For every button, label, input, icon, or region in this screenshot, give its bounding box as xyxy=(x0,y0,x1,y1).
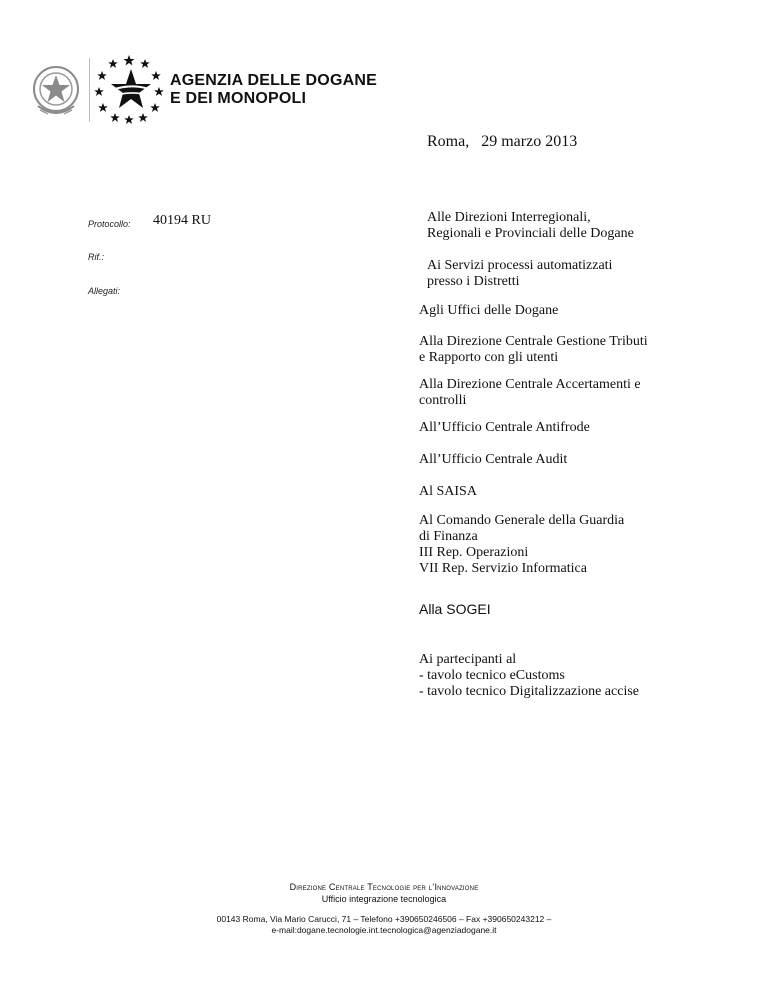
addressee: Al Comando Generale della Guardia di Finanza III Rep. Operazioni VII Rep. Servizio Informatica xyxy=(419,513,625,576)
footer-email: e-mail:dogane.tecnologie.int.tecnologica@agenziadogane.it xyxy=(271,925,497,935)
header-divider xyxy=(89,58,90,122)
addressee: All’Ufficio Centrale Antifrode xyxy=(419,420,590,435)
addressee: Alla Direzione Centrale Accertamenti e controlli xyxy=(419,377,641,408)
agency-name xyxy=(170,72,377,108)
footer-address: 00143 Roma, Via Mario Carucci, 71 – Telefono +390650246506 – Fax +390650243212 – xyxy=(216,914,552,924)
allegati-label: Allegati: xyxy=(88,286,121,296)
rif-label: Rif.: xyxy=(88,252,105,262)
agency-name-line1: AGENZIA DELLE DOGANE xyxy=(170,72,377,89)
agency-name-line2: E DEI MONOPOLI xyxy=(170,90,307,107)
addressee: Alla SOGEI xyxy=(419,601,491,617)
agency-star-logo-icon xyxy=(93,53,165,125)
addressee: Alla Direzione Centrale Gestione Tributi e Rapporto con gli utenti xyxy=(419,334,648,365)
footer-office: Ufficio integrazione tecnologica xyxy=(321,894,447,904)
protocollo-label: Protocollo: xyxy=(88,219,131,229)
footer-department: Direzione Centrale Tecnologie per l’Innovazione xyxy=(289,882,479,892)
addressee: Al SAISA xyxy=(419,484,477,499)
addressee: Ai partecipanti al - tavolo tecnico eCustoms - tavolo tecnico Digitalizzazione accise xyxy=(419,652,640,699)
addressee: Ai Servizi processi automatizzati presso i Distretti xyxy=(427,258,613,289)
letter-date: Roma, 29 marzo 2013 xyxy=(427,133,578,150)
addressee: Agli Uffici delle Dogane xyxy=(419,303,559,318)
addressee: Alle Direzioni Interregionali, Regionali e Provinciali delle Dogane xyxy=(427,210,634,241)
italian-republic-emblem-icon xyxy=(30,62,82,120)
protocollo-value: 40194 RU xyxy=(153,213,211,228)
addressee: All’Ufficio Centrale Audit xyxy=(419,452,568,467)
